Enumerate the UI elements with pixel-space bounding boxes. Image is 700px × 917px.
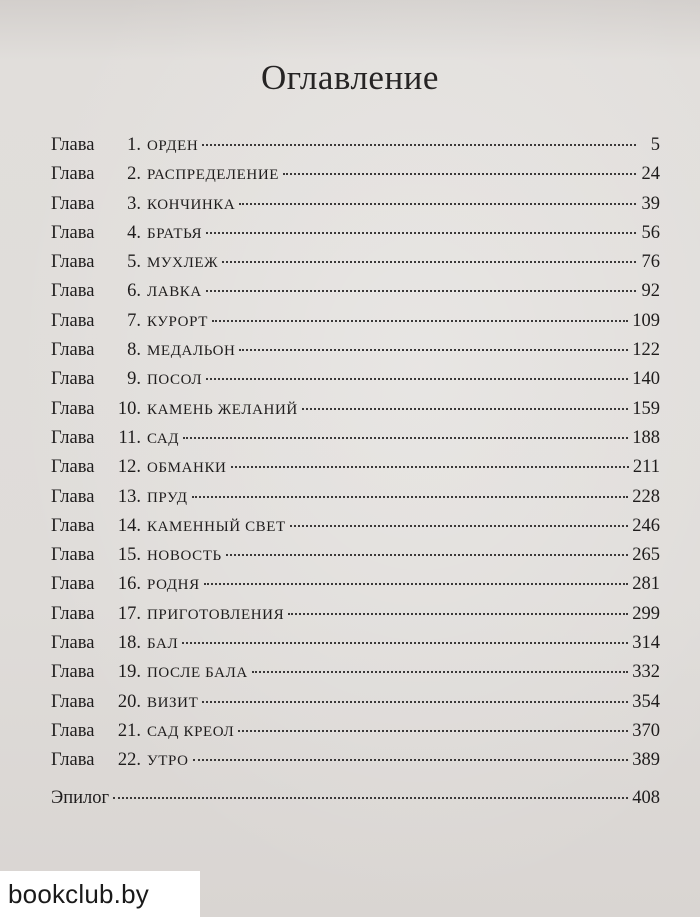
chapter-title: РОДНЯ — [147, 577, 200, 594]
toc-entry-epilogue — [51, 788, 660, 817]
dot-leader — [202, 143, 636, 146]
chapter-word: Глава — [51, 603, 95, 624]
dot-leader — [193, 758, 629, 761]
chapter-word: Глава — [51, 457, 95, 478]
chapter-title: МУХЛЕЖ — [147, 255, 219, 272]
page-number: 314 — [632, 633, 660, 654]
chapter-word: Глава — [51, 545, 95, 566]
dot-leader — [239, 348, 628, 351]
chapter-word: Глава — [51, 310, 95, 331]
chapter-word: Глава — [51, 427, 95, 448]
chapter-word: Глава — [51, 662, 95, 683]
chapter-number: 11. — [118, 427, 141, 448]
page-number: 5 — [650, 135, 660, 155]
dot-leader — [222, 260, 636, 263]
chapter-number: 20. — [117, 691, 141, 712]
chapter-number: 15. — [117, 545, 141, 566]
toc-entry — [51, 662, 660, 691]
dot-leader — [202, 700, 628, 703]
page-number: 265 — [632, 545, 660, 566]
toc-entry — [51, 516, 660, 545]
chapter-number: 1. — [127, 135, 141, 155]
page-number: 159 — [632, 398, 660, 419]
toc-entry — [51, 545, 660, 574]
toc-entry — [51, 487, 660, 516]
page-number: 228 — [632, 486, 660, 507]
chapter-number: 22. — [117, 750, 141, 771]
toc-entry — [51, 428, 660, 457]
toc-entry — [51, 399, 660, 428]
chapter-word: Глава — [51, 369, 95, 390]
chapter-title: ЛАВКА — [147, 284, 202, 301]
chapter-title: КУРОРТ — [147, 313, 208, 330]
table-of-contents — [51, 135, 660, 817]
chapter-title: ПОСОЛ — [147, 372, 203, 389]
chapter-number: 9. — [127, 369, 141, 390]
page-number: 246 — [632, 515, 660, 536]
chapter-title: ПОСЛЕ БАЛА — [147, 665, 248, 682]
chapter-word: Глава — [51, 486, 95, 507]
chapter-word: Глава — [51, 340, 95, 361]
chapter-title: САД — [147, 430, 180, 447]
chapter-number: 13. — [117, 486, 141, 507]
toc-entry — [51, 750, 660, 779]
chapter-number: 17. — [117, 603, 141, 624]
watermark-label: bookclub.by — [0, 871, 200, 917]
chapter-word: Глава — [51, 281, 95, 302]
epilogue-title: Эпилог — [51, 787, 110, 808]
chapter-title: КАМЕНЬ ЖЕЛАНИЙ — [147, 401, 298, 418]
dot-leader — [302, 407, 628, 410]
toc-entry — [51, 604, 660, 633]
chapter-title: УТРО — [147, 753, 189, 770]
page-number: 332 — [632, 662, 660, 683]
toc-entry — [51, 252, 660, 281]
chapter-word: Глава — [51, 252, 95, 273]
chapter-word: Глава — [51, 633, 95, 654]
toc-entry — [51, 194, 660, 223]
page-number: 389 — [632, 750, 660, 771]
dot-leader — [206, 289, 636, 292]
toc-entry — [51, 340, 660, 369]
toc-entry — [51, 692, 660, 721]
chapter-number: 18. — [117, 633, 141, 654]
toc-entry — [51, 574, 660, 603]
chapter-word: Глава — [51, 574, 95, 595]
toc-entry — [51, 281, 660, 310]
dot-leader — [113, 796, 628, 799]
page-title: Оглавление — [261, 58, 439, 97]
dot-leader — [183, 436, 628, 439]
page-number: 92 — [641, 281, 660, 302]
dot-leader — [206, 231, 636, 234]
dot-leader — [252, 670, 628, 673]
dot-leader — [238, 729, 628, 732]
page-number: 122 — [632, 340, 660, 361]
page-number: 408 — [632, 787, 660, 808]
chapter-word: Глава — [51, 750, 95, 771]
chapter-number: 6. — [127, 281, 141, 302]
chapter-number: 2. — [127, 164, 141, 185]
chapter-number: 16. — [117, 574, 141, 595]
chapter-number: 7. — [127, 310, 141, 331]
page-number: 109 — [632, 310, 660, 331]
page-number: 211 — [632, 457, 660, 478]
chapter-title: ПРИГОТОВЛЕНИЯ — [147, 606, 285, 623]
page-number: 299 — [632, 603, 660, 624]
toc-entry — [51, 457, 660, 486]
toc-entry — [51, 135, 660, 164]
chapter-number: 5. — [127, 252, 141, 273]
dot-leader — [288, 612, 628, 615]
chapter-title: ПРУД — [147, 489, 188, 506]
chapter-title: МЕДАЛЬОН — [147, 343, 236, 360]
toc-entry — [51, 369, 660, 398]
page-number: 56 — [641, 222, 660, 243]
chapter-title: САД КРЕОЛ — [147, 723, 235, 740]
chapter-number: 19. — [117, 662, 141, 683]
toc-entry — [51, 721, 660, 750]
dot-leader — [212, 319, 628, 322]
dot-leader — [192, 495, 629, 498]
dot-leader — [290, 524, 628, 527]
chapter-word: Глава — [51, 135, 95, 155]
chapter-word: Глава — [51, 193, 95, 214]
chapter-word: Глава — [51, 222, 95, 243]
chapter-word: Глава — [51, 691, 95, 712]
chapter-number: 21. — [117, 720, 141, 741]
chapter-title: НОВОСТЬ — [147, 548, 222, 565]
toc-entry — [51, 633, 660, 662]
page-number: 188 — [632, 427, 660, 448]
chapter-title: КОНЧИНКА — [147, 196, 236, 213]
chapter-word: Глава — [51, 398, 95, 419]
chapter-title: РАСПРЕДЕЛЕНИЕ — [147, 167, 280, 184]
dot-leader — [182, 641, 628, 644]
chapter-title: ОРДЕН — [147, 138, 199, 154]
chapter-title: БАЛ — [147, 636, 179, 653]
toc-entry — [51, 223, 660, 252]
chapter-title: БРАТЬЯ — [147, 225, 203, 242]
dot-leader — [226, 553, 629, 556]
dot-leader — [283, 172, 636, 175]
page-number: 24 — [641, 164, 660, 185]
chapter-number: 10. — [117, 398, 141, 419]
chapter-number: 14. — [117, 515, 141, 536]
chapter-number: 12. — [117, 457, 141, 478]
chapter-word: Глава — [51, 720, 95, 741]
chapter-title: ВИЗИТ — [147, 694, 199, 711]
dot-leader — [206, 377, 628, 380]
chapter-title: КАМЕННЫЙ СВЕТ — [147, 518, 286, 535]
chapter-word: Глава — [51, 515, 95, 536]
page-number: 76 — [641, 252, 660, 273]
page-number: 140 — [632, 369, 660, 390]
chapter-number: 8. — [127, 340, 141, 361]
chapter-title: ОБМАНКИ — [147, 460, 227, 477]
toc-entry — [51, 311, 660, 340]
page-number: 39 — [641, 193, 660, 214]
page-number: 370 — [632, 720, 660, 741]
toc-entry — [51, 164, 660, 193]
chapter-number: 3. — [127, 193, 141, 214]
dot-leader — [231, 465, 629, 468]
chapter-word: Глава — [51, 164, 95, 185]
chapter-number: 4. — [127, 222, 141, 243]
dot-leader — [239, 202, 636, 205]
page-number: 354 — [632, 691, 660, 712]
page-number: 281 — [632, 574, 660, 595]
dot-leader — [204, 582, 629, 585]
